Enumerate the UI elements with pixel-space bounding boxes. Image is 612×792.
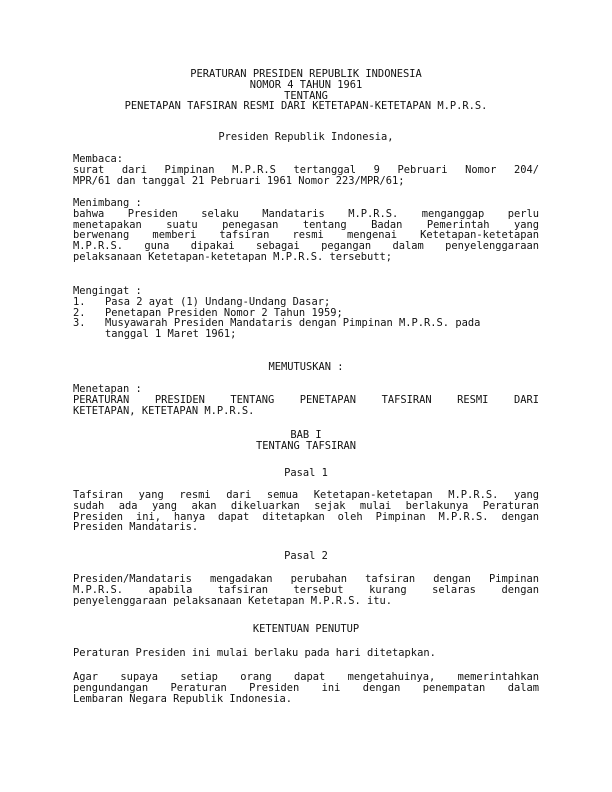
list-text: Penetapan Presiden Nomor 2 Tahun 1959; [105, 306, 343, 319]
penutup-para-1 [73, 648, 539, 659]
penutup-line: Peraturan Presiden ini mulai berlaku pada hari ditetapkan. [73, 647, 436, 659]
document-title [0, 69, 612, 112]
pasal-2-line: Presiden/Mandataris mengadakan perubahan tafsiran dengan Pimpinan [73, 573, 539, 585]
list-item [73, 297, 539, 308]
list-item-continuation [73, 329, 539, 340]
issuer-text: Presiden Republik Indonesia, [218, 131, 394, 143]
title-line-4: PENETAPAN TAFSIRAN RESMI DARI KETETAPAN-KETETAPAN M.P.R.S. [124, 100, 488, 113]
bab-heading [0, 430, 612, 452]
list-text: Pasa 2 ayat (1) Undang-Undang Dasar; [105, 295, 331, 308]
memutuskan-text: MEMUTUSKAN : [268, 361, 344, 373]
penutup-line: Agar supaya setiap orang dapat mengetahuinya, memerintahkan [73, 671, 539, 683]
pasal-2-title: Pasal 2 [284, 550, 328, 562]
title-line-3: TENTANG [284, 89, 328, 102]
pasal-2-line: penyelenggaraan pelaksanaan Ketetapan M.P.R.S. itu. [73, 594, 393, 607]
menimbang-line: pelaksanaan Ketetapan-ketetapan M.P.R.S. tersebutt; [73, 250, 393, 263]
penutup-para-2 [73, 672, 539, 704]
bab-line-2: TENTANG TAFSIRAN [255, 439, 357, 452]
pasal-1-line: Presiden ini, hanya dapat ditetapkan oleh Pimpinan M.P.R.S. dengan [73, 510, 539, 523]
membaca-label: Membaca: [73, 153, 124, 165]
penutup-heading [0, 624, 612, 635]
menimbang-line: M.P.R.S. guna dipakai sebagai pegangan dalam penyelenggaraan [73, 240, 539, 253]
memutuskan-heading [0, 362, 612, 373]
pasal-1-heading [0, 468, 612, 479]
menimbang-section [73, 198, 539, 263]
mengingat-label: Mengingat : [73, 285, 142, 297]
penutup-line: Lembaran Negara Republik Indonesia. [73, 692, 292, 705]
menimbang-line: bahwa Presiden selaku Mandataris M.P.R.S. menganggap perlu [73, 207, 539, 220]
membaca-line-2: MPR/61 dan tanggal 21 Pebruari 1961 Nomor 223/MPR/61; [73, 174, 405, 187]
penutup-title: KETENTUAN PENUTUP [252, 623, 360, 635]
menetapkan-line-2: KETETAPAN, KETETAPAN M.P.R.S. [73, 404, 255, 417]
menetapkan-section [73, 384, 539, 416]
pasal-1-title: Pasal 1 [284, 467, 328, 479]
pasal-2-line: M.P.R.S. apabila tafsiran tersebut kurang selaras dengan [73, 583, 539, 596]
menimbang-line: menetapakan suatu penegasan tentang Badan Pemerintah yang [73, 218, 539, 231]
list-number-spacer [73, 329, 105, 340]
membaca-section [73, 154, 539, 186]
menetapkan-label: Menetapan : [73, 383, 142, 395]
menimbang-label: Menimbang : [73, 197, 142, 209]
menimbang-line: berwenang memberi tafsiran resmi mengenai Ketetapan-ketetapan [73, 229, 539, 242]
penutup-line: pengundangan Peraturan Presiden ini dengan penempatan dalam [73, 681, 539, 694]
menetapkan-line-1: PERATURAN PRESIDEN TENTANG PENETAPAN TAFSIRAN RESMI DARI [73, 393, 539, 406]
pasal-1-body [73, 490, 539, 533]
pasal-2-body [73, 574, 539, 606]
membaca-line-1: surat dari Pimpinan M.P.R.S tertanggal 9 Pebruari Nomor 204/ [73, 163, 539, 176]
bab-line-1: BAB I [290, 429, 322, 441]
list-text: Musyawarah Presiden Mandataris dengan Pimpinan M.P.R.S. pada [105, 317, 481, 330]
mengingat-section [73, 286, 539, 340]
title-line-2: NOMOR 4 TAHUN 1961 [249, 78, 363, 91]
pasal-2-heading [0, 551, 612, 562]
list-number: 3. [73, 317, 86, 330]
list-number: 1. [73, 295, 86, 308]
issuer-line [0, 132, 612, 143]
list-text: tanggal 1 Maret 1961; [105, 328, 237, 341]
pasal-1-line: Presiden Mandataris. [73, 521, 199, 534]
title-line-1: PERATURAN PRESIDEN REPUBLIK INDONESIA [190, 68, 422, 80]
pasal-1-line: Tafsiran yang resmi dari semua Ketetapan-ketetapan M.P.R.S. yang [73, 489, 539, 501]
list-number: 2. [73, 306, 86, 319]
pasal-1-line: sudah ada yang akan dikeluarkan sejak mulai berlakunya Peraturan [73, 499, 539, 512]
